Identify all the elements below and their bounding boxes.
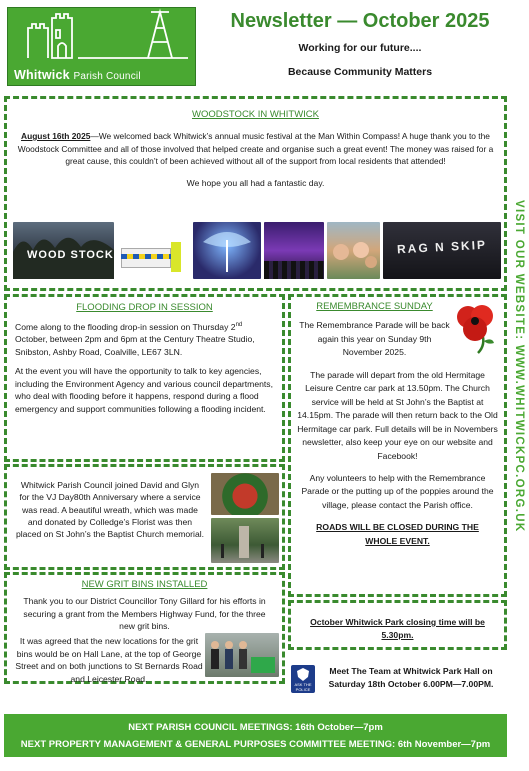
tagline-2: Because Community Matters	[287, 66, 433, 78]
footer-line-1: NEXT PARISH COUNCIL MEETINGS: 16th October—7pm	[128, 722, 383, 733]
flooding-para-1: Come along to the flooding drop-in session on Thursday 2nd October, between 2pm and 6pm at the Century Theatre Studio, Snibston, Ashby Road, Coalville, LE67 3LN.	[15, 321, 255, 357]
grit-bins-title: NEW GRIT BINS INSTALLED	[81, 579, 208, 590]
newsletter-title: Newsletter — October 2025	[230, 10, 490, 32]
woodstock-body: August 16th 2025—We welcomed back Whitwick’s annual music festival at the Man Within Compass! A huge thank you to the Woodstock Committee and all of those involved that helped create and organise such a great event! The money was raised for a great cause, this couldn’t of been achieved without all of the support from local residents that attended!	[17, 131, 494, 167]
council-logo	[7, 7, 196, 86]
poppy-icon	[452, 303, 500, 355]
remembrance-section	[288, 294, 507, 597]
memorial-photo	[211, 518, 279, 563]
rag-n-skip-photo: RAG N SKIP	[383, 222, 501, 279]
dancer-photo	[193, 222, 261, 279]
stage-photo	[264, 222, 324, 279]
ask-the-police-badge: ASK THE POLICE	[291, 665, 315, 693]
website-link[interactable]: VISIT OUR WEBSITE: WWW.WHITWICKPC.ORG.UK	[513, 200, 525, 533]
woodstock-sign-photo: WOOD STOCK	[13, 222, 114, 279]
vj-day-section	[4, 464, 285, 570]
park-closing-section	[288, 600, 507, 650]
woodstock-title: WOODSTOCK IN WHITWICK	[191, 109, 319, 120]
grit-bin-photo	[205, 633, 279, 677]
wreath-photo	[211, 473, 279, 515]
remembrance-para-2: The parade will depart from the old Hermitage Leisure Centre car park at 13.50pm. The Church service will be held at St John’s the Baptist at 14.15pm. The parade will then return back to the Old Hermitage car park. Full details will be in Novembers newsletter, also keep your eye on our website and Facebook!	[297, 369, 498, 462]
remembrance-title: REMEMBRANCE SUNDAY	[316, 301, 433, 312]
flooding-title: FLOODING DROP IN SESSION	[76, 302, 213, 313]
grit-bins-para-1: Thank you to our District Councillor Tony Gillard for his efforts in securing a grant from the Members Highway Fund, for the three new grit bins.	[23, 596, 266, 631]
footer-line-2: NEXT PROPERTY MANAGEMENT & GENERAL PURPOSES COMMITTEE MEETING: 6th November—7pm	[20, 739, 491, 750]
police-badge-icon	[297, 668, 309, 681]
woodstock-section	[4, 96, 507, 291]
police-car-photo	[117, 222, 190, 279]
grit-bins-para-2: It was agreed that the new locations for the grit bins would be on Hall Lane, at the top of George Street and on both junctions to St Bernards Road and Leicester Road.	[15, 636, 203, 684]
grit-bins-section	[4, 572, 285, 684]
crowd-photo	[327, 222, 380, 279]
meetings-footer	[4, 714, 507, 757]
vj-day-body: Whitwick Parish Council joined David and Glyn for the VJ Day80th Anniversary where a service was read. A beautiful wreath, which was made and donated by Colledge’s Florist was then placed on St John’s the Baptist Church memorial.	[15, 480, 205, 540]
logo-text: Whitwick Parish Council	[14, 68, 141, 82]
tagline-1: Working for our future....	[298, 42, 422, 54]
remembrance-para-3: Any volunteers to help with the Remembrance Parade or the putting up of the poppies around the village, please contact the Parish office.	[301, 472, 494, 510]
roads-closed-notice: ROADS WILL BE CLOSED DURING THE WHOLE EVENT.	[316, 522, 479, 547]
flooding-section	[4, 294, 285, 462]
woodstock-date: August 16th 2025	[21, 131, 91, 141]
remembrance-para-1: The Remembrance Parade will be back again this year on Sunday 9th November 2025.	[299, 320, 450, 357]
meet-the-team-text: Meet The Team at Whitwick Park Hall on Saturday 18th October 6.00PM—7.00PM.	[328, 666, 494, 689]
flooding-para-2: At the event you will have the opportunity to talk to key agencies, including the Environment Agency and various council departments, who deal with flooding before it happens, respond during a flood emergency and support communities following a flooding incident.	[15, 366, 273, 414]
meet-the-team-section	[288, 655, 507, 702]
website-sidebar	[512, 200, 526, 600]
woodstock-closing: We hope you all had a fantastic day.	[186, 177, 325, 188]
park-closing-text: October Whitwick Park closing time will be 5.30pm.	[310, 617, 485, 640]
castle-logo-icon	[8, 8, 195, 66]
